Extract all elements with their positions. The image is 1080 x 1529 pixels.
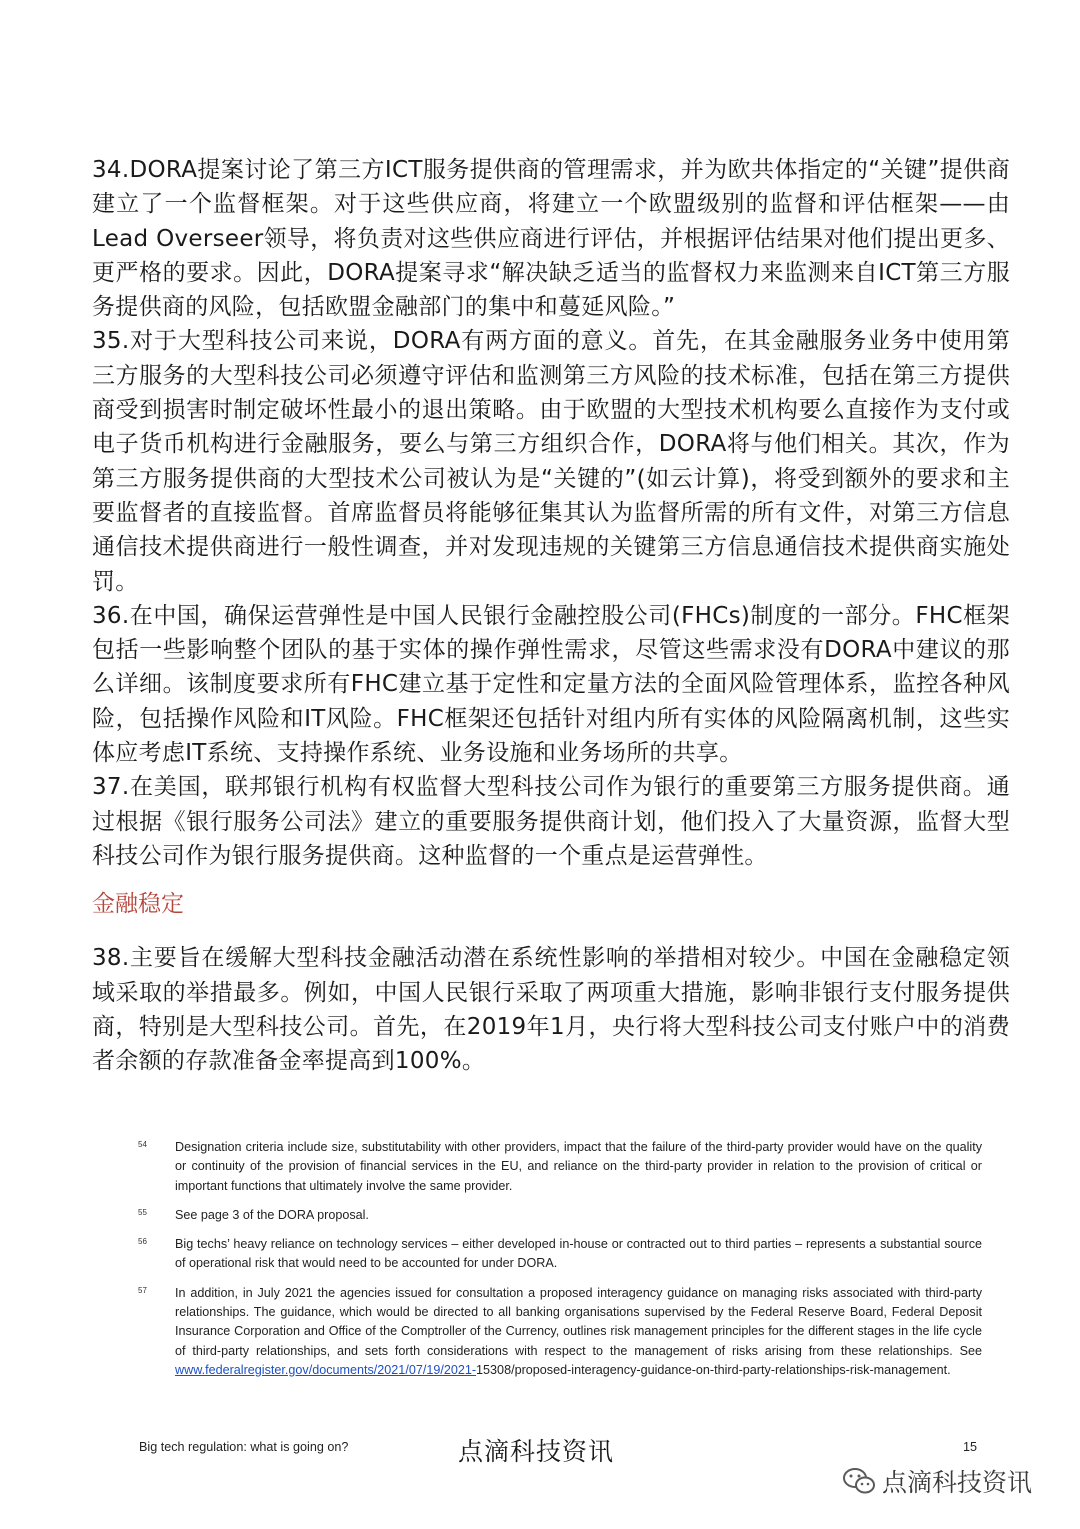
footnote bbox=[138, 1138, 982, 1196]
footnote-number: 56 bbox=[138, 1237, 147, 1247]
footnote-text: Big techs’ heavy reliance on technology services – either developed in-house or contracted out to third parties – represents a substantial source of operational risk that would need to be accounted for under DORA. bbox=[175, 1237, 982, 1271]
paragraph-35: 35.对于大型科技公司来说，DORA有两方面的意义。首先，在其金融服务业务中使用第三方服务的大型科技公司必须遵守评估和监测第三方风险的技术标准，包括在第三方提供商受到损害时制定破坏性最小的退出策略。由于欧盟的大型技术机构要么直接作为支付或电子货币机构进行金融服务，要么与第三方组织合作，DORA将与他们相关。其次，作为第三方服务提供商的大型技术公司被认为是“关键的”(如云计算)，将受到额外的要求和主要监督者的直接监督。首席监督员将能够征集其认为监督所需的所有文件，对第三方信息通信技术提供商进行一般性调查，并对发现违规的关键第三方信息通信技术提供商实施处罚。 bbox=[92, 328, 1010, 595]
footnotes bbox=[138, 1138, 982, 1390]
wechat-account-tag bbox=[842, 1463, 1032, 1499]
footer-title: Big tech regulation: what is going on? bbox=[139, 1440, 349, 1454]
main-content bbox=[92, 153, 1010, 1078]
footnote-number: 54 bbox=[138, 1140, 147, 1149]
paragraph-36: 36.在中国，确保运营弹性是中国人民银行金融控股公司(FHCs)制度的一部分。FHC框架包括一些影响整个团队的基于实体的操作弹性需求，尽管这些需求没有DORA中建议的那么详细。该制度要求所有FHC建立基于定性和定量方法的全面风险管理体系，监控各种风险，包括操作风险和IT风险。FHC框架还包括针对组内所有实体的风险隔离机制，这些实体应考虑IT系统、支持操作系统、业务设施和业务场所的共享。 bbox=[92, 602, 1010, 767]
footnote-number: 57 bbox=[138, 1285, 147, 1295]
footnote-number: 55 bbox=[138, 1207, 147, 1217]
footnote-text-tail: 15308/proposed-interagency-guidance-on-third-party-relationships-risk-management. bbox=[476, 1362, 951, 1377]
paragraph-37: 37.在美国，联邦银行机构有权监督大型科技公司作为银行的重要第三方服务提供商。通过根据《银行服务公司法》建立的重要服务提供商计划，他们投入了大量资源，监督大型科技公司作为银行服务提供商。这种监督的一个重点是运营弹性。 bbox=[92, 774, 1010, 869]
footer-watermark: 点滴科技资讯 bbox=[458, 1437, 615, 1466]
federal-register-link[interactable]: www.federalregister.gov/documents/2021/07/19/2021- bbox=[175, 1362, 477, 1377]
footnote bbox=[138, 1235, 982, 1274]
footnote-text: Designation criteria include size, substitutability with other providers, impact that the failure of the third-party provider would have on the quality or continuity of the provision of financial services in the EU, and reliance on the third-party provider in relation to the provision of critical or important functions that ultimately involve the same provider. bbox=[175, 1140, 982, 1193]
wechat-account-label: 点滴科技资讯 bbox=[882, 1468, 1033, 1497]
paragraph-38: 38.主要旨在缓解大型科技金融活动潜在系统性影响的举措相对较少。中国在金融稳定领域采取的举措最多。例如，中国人民银行采取了两项重大措施，影响非银行支付服务提供商，特别是大型科技公司。首先，在2019年1月，央行将大型科技公司支付账户中的消费者余额的存款准备金率提高到100%。 bbox=[92, 945, 1010, 1075]
footnote-text-body: In addition, in July 2021 the agencies issued for consultation a proposed interagency guidance on managing risks associated with third-party relationships. The guidance, which would be directed to all banking organisations supervised by the Federal Reserve Board, Federal Deposit Insurance Corporation and Office of the Comptroller of the Currency, outlines risk management principles for the different stages in the life cycle of third-party relationships, and sets forth considerations with respect to the management of risks arising from these relationships. See bbox=[175, 1285, 982, 1358]
footnote-text bbox=[175, 1284, 982, 1380]
footnote bbox=[138, 1284, 982, 1380]
paragraph-34: 34.DORA提案讨论了第三方ICT服务提供商的管理需求，并为欧共体指定的“关键”提供商建立了一个监督框架。对于这些供应商，将建立一个欧盟级别的监督和评估框架——由Lead Overseer领导，将负责对这些供应商进行评估，并根据评估结果对他们提出更多、更严格的要求。因此，DORA提案寻求“解决缺乏适当的监督权力来监测来自ICT第三方服务提供商的风险，包括欧盟金融部门的集中和蔓延风险。” bbox=[92, 157, 1010, 321]
section-heading: 金融稳定 bbox=[92, 891, 184, 918]
wechat-icon bbox=[842, 1466, 876, 1496]
footnote-text: See page 3 of the DORA proposal. bbox=[175, 1207, 369, 1222]
footnote bbox=[138, 1206, 982, 1225]
page-number: 15 bbox=[963, 1440, 978, 1454]
